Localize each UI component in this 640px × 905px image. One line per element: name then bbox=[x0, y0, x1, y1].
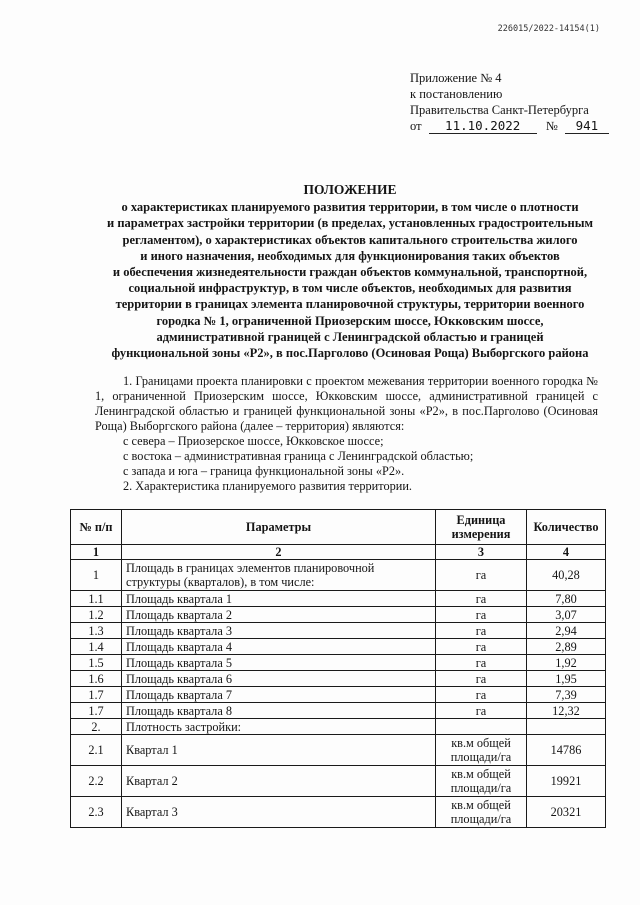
row-quantity: 3,07 bbox=[527, 607, 606, 623]
row-quantity: 12,32 bbox=[527, 703, 606, 719]
row-unit: га bbox=[436, 591, 527, 607]
index-cell: 1 bbox=[71, 545, 122, 560]
row-quantity: 20321 bbox=[527, 797, 606, 828]
table-row bbox=[71, 703, 606, 719]
index-cell: 4 bbox=[527, 545, 606, 560]
row-parameter: Площадь квартала 3 bbox=[122, 623, 436, 639]
row-unit: га bbox=[436, 639, 527, 655]
row-unit: га bbox=[436, 655, 527, 671]
row-number: 1.7 bbox=[71, 687, 122, 703]
title-line: функциональной зоны «Р2», в пос.Парголово (Осиновая Роща) Выборгского района bbox=[111, 346, 589, 361]
row-quantity: 40,28 bbox=[527, 560, 606, 591]
document-title bbox=[80, 182, 620, 361]
body-text bbox=[95, 374, 598, 494]
title-line: и иного назначения, необходимых для функционирования таких объектов bbox=[140, 248, 560, 263]
table-row bbox=[71, 560, 606, 591]
number-prefix: № bbox=[545, 119, 558, 133]
title-line: территории в границах элемента планировочной структуры, территории военного bbox=[115, 297, 585, 312]
table-header-row bbox=[71, 510, 606, 545]
row-number: 1.5 bbox=[71, 655, 122, 671]
appendix-line-1: Приложение № 4 bbox=[410, 71, 502, 85]
boundary-west-south: с запада и юга – граница функциональной зоны «Р2». bbox=[123, 464, 405, 478]
title-line: регламентом), о характеристиках объектов капитального строительства жилого bbox=[122, 232, 578, 247]
row-parameter: Площадь квартала 7 bbox=[122, 687, 436, 703]
row-quantity: 14786 bbox=[527, 735, 606, 766]
header-number: № п/п bbox=[71, 510, 122, 545]
appendix-date-line bbox=[410, 118, 610, 134]
row-number: 1.3 bbox=[71, 623, 122, 639]
appendix-line-3: Правительства Санкт-Петербурга bbox=[410, 103, 589, 117]
row-parameter: Квартал 3 bbox=[122, 797, 436, 828]
index-cell: 3 bbox=[436, 545, 527, 560]
title-line: и параметрах застройки территории (в пределах, установленных градостроительным bbox=[107, 216, 593, 231]
row-parameter: Площадь квартала 6 bbox=[122, 671, 436, 687]
row-parameter: Площадь в границах элементов планировочной структуры (кварталов), в том числе: bbox=[122, 560, 436, 591]
index-cell: 2 bbox=[122, 545, 436, 560]
row-parameter: Квартал 1 bbox=[122, 735, 436, 766]
row-unit: га bbox=[436, 687, 527, 703]
table-row bbox=[71, 797, 606, 828]
resolution-date: 11.10.2022 bbox=[429, 119, 537, 134]
title-line: административной границей с Ленинградской областью и границей bbox=[156, 329, 544, 344]
row-parameter: Площадь квартала 5 bbox=[122, 655, 436, 671]
row-parameter: Площадь квартала 4 bbox=[122, 639, 436, 655]
table-index-row bbox=[71, 545, 606, 560]
appendix-header bbox=[410, 70, 610, 134]
row-unit: га bbox=[436, 703, 527, 719]
table-row bbox=[71, 687, 606, 703]
row-number: 1.1 bbox=[71, 591, 122, 607]
resolution-number: 941 bbox=[565, 119, 609, 134]
row-number: 2.2 bbox=[71, 766, 122, 797]
row-unit bbox=[436, 719, 527, 735]
row-unit: кв.м общей площади/га bbox=[436, 735, 527, 766]
row-unit: га bbox=[436, 671, 527, 687]
header-parameters: Параметры bbox=[122, 510, 436, 545]
table-row bbox=[71, 639, 606, 655]
row-number: 2.3 bbox=[71, 797, 122, 828]
document-registration-number: 226015/2022-14154(1) bbox=[497, 24, 600, 34]
table-row bbox=[71, 623, 606, 639]
row-number: 2.1 bbox=[71, 735, 122, 766]
table-row bbox=[71, 591, 606, 607]
row-number: 1.7 bbox=[71, 703, 122, 719]
row-parameter: Площадь квартала 8 bbox=[122, 703, 436, 719]
row-parameter: Площадь квартала 1 bbox=[122, 591, 436, 607]
boundary-north: с севера – Приозерское шоссе, Юкковское шоссе; bbox=[123, 434, 384, 448]
row-quantity: 2,89 bbox=[527, 639, 606, 655]
title-line: городка № 1, ограниченной Приозерским шоссе, Юкковским шоссе, bbox=[156, 313, 544, 328]
row-parameter: Плотность застройки: bbox=[122, 719, 436, 735]
paragraph-2: 2. Характеристика планируемого развития территории. bbox=[123, 479, 412, 493]
row-quantity: 7,39 bbox=[527, 687, 606, 703]
header-unit: Единица измерения bbox=[436, 510, 527, 545]
row-quantity: 19921 bbox=[527, 766, 606, 797]
row-quantity: 1,92 bbox=[527, 655, 606, 671]
table-row bbox=[71, 735, 606, 766]
header-quantity: Количество bbox=[527, 510, 606, 545]
row-unit: га bbox=[436, 560, 527, 591]
boundary-east: с востока – административная граница с Ленинградской областью; bbox=[123, 449, 474, 463]
table-row bbox=[71, 671, 606, 687]
row-unit: кв.м общей площади/га bbox=[436, 766, 527, 797]
title-line: о характеристиках планируемого развития территории, в том числе о плотности bbox=[121, 200, 579, 215]
row-parameter: Площадь квартала 2 bbox=[122, 607, 436, 623]
row-quantity: 7,80 bbox=[527, 591, 606, 607]
title-heading: ПОЛОЖЕНИЕ bbox=[303, 182, 397, 197]
row-unit: га bbox=[436, 607, 527, 623]
title-line: социальной инфраструктур, в том числе объектов, необходимых для развития bbox=[128, 281, 572, 296]
row-number: 1.6 bbox=[71, 671, 122, 687]
appendix-line-2: к постановлению bbox=[410, 87, 503, 101]
row-parameter: Квартал 2 bbox=[122, 766, 436, 797]
row-quantity bbox=[527, 719, 606, 735]
title-line: и обеспечения жизнедеятельности граждан объектов коммунальной, транспортной, bbox=[112, 265, 588, 280]
table-row bbox=[71, 719, 606, 735]
row-number: 1.4 bbox=[71, 639, 122, 655]
row-quantity: 2,94 bbox=[527, 623, 606, 639]
row-quantity: 1,95 bbox=[527, 671, 606, 687]
row-number: 1.2 bbox=[71, 607, 122, 623]
table-row bbox=[71, 766, 606, 797]
paragraph-1: 1. Границами проекта планировки с проектом межевания территории военного городка № 1, ограниченной Приозерским шоссе, Юкковским шоссе, административной границей с Ленинградской областью и границей функциональной зоны «Р2», в пос.Парголово (Осиновая Роща) Выборгского района (далее – территория) являются: bbox=[95, 374, 598, 433]
row-unit: га bbox=[436, 623, 527, 639]
table-row bbox=[71, 607, 606, 623]
date-prefix: от bbox=[410, 119, 422, 133]
table-row bbox=[71, 655, 606, 671]
parameters-table bbox=[70, 509, 606, 828]
row-unit: кв.м общей площади/га bbox=[436, 797, 527, 828]
row-number: 2. bbox=[71, 719, 122, 735]
row-number: 1 bbox=[71, 560, 122, 591]
